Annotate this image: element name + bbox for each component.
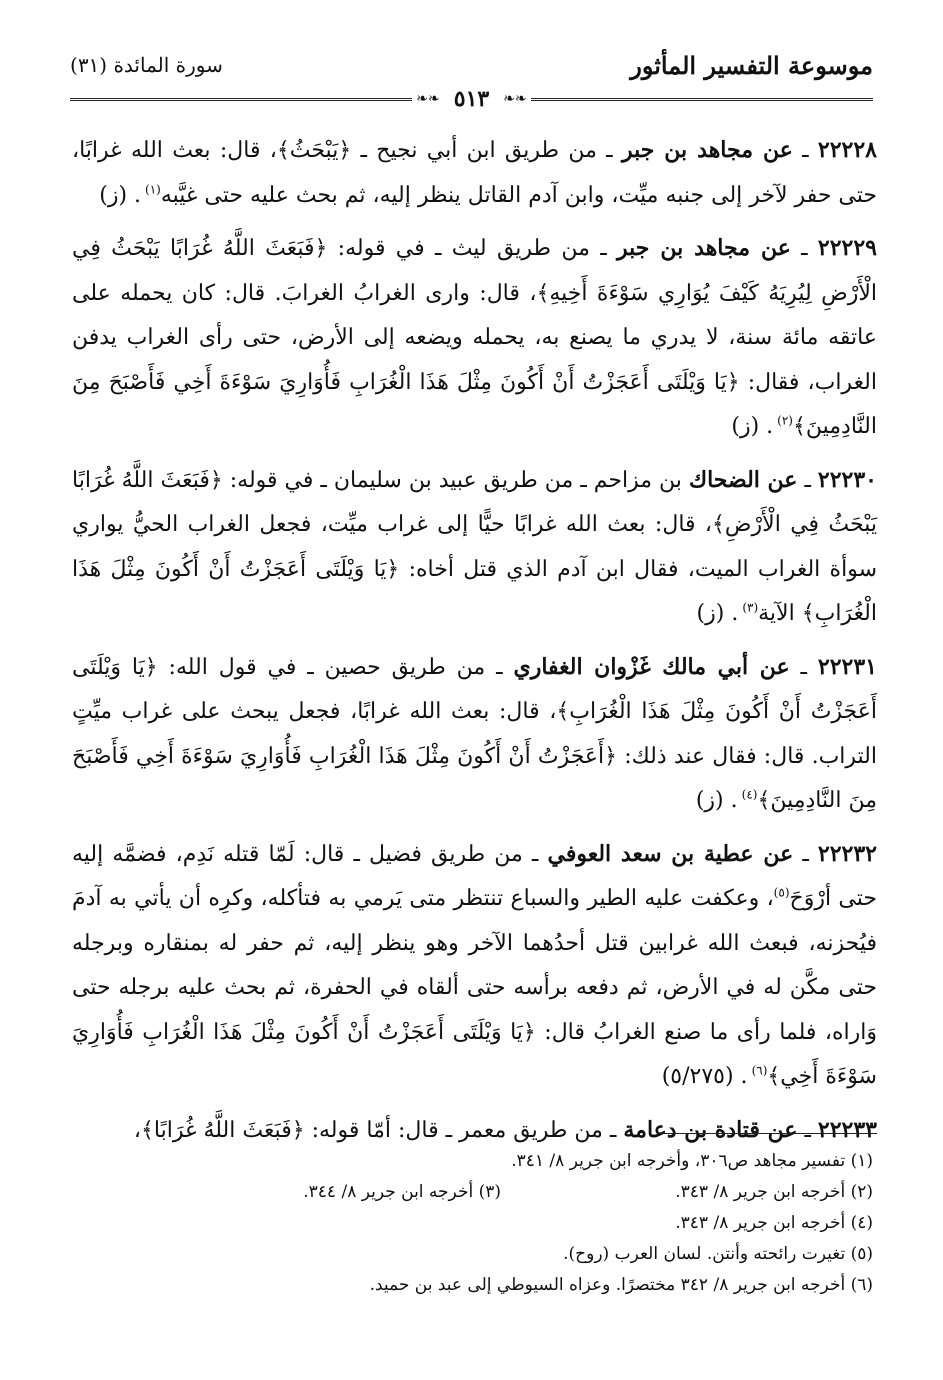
entry-text: ـ من طريق ابن أبي نجيح ـ ﴿يَبْحَثُ﴾، قال: بعث الله غرابًا، حتى حفر لآخر إلى جنبه ميِّت، وابن آدم القاتل ينظر إليه، ثم بحث عليه حتى غيَّبه bbox=[72, 138, 877, 208]
entry-tail: . (ز) bbox=[99, 182, 142, 208]
footnote-separator bbox=[657, 1133, 877, 1134]
entry-22230: ٢٢٢٣٠ ـ عن الضحاك بن مزاحم ـ من طريق عبيد بن سليمان ـ في قوله: ﴿فَبَعَثَ اللَّهُ غُرَابًا يَبْحَثُ فِي الْأَرْضِ﴾، قال: بعث الله غرابًا حيًّا إلى غراب ميِّت، فجعل الغراب الحيُّ يواري سوأة الغراب الميت، فقال ابن آدم الذي قتل أخاه: ﴿يَا وَيْلَتَى أَعَجَزْتُ أَنْ أَكُونَ مِثْلَ هَذَا الْغُرَابِ﴾ الآية$^{(٣)}$. (ز) bbox=[72, 466, 877, 626]
entry-narrator: عن قتادة بن دعامة bbox=[623, 1116, 798, 1143]
footnote-5: (٥) تغيرت رائحته وأنتن. لسان العرب (روح). bbox=[563, 1244, 873, 1264]
entry-22228: ٢٢٢٢٨ ـ عن مجاهد بن جبر ـ من طريق ابن أبي نجيح ـ ﴿يَبْحَثُ﴾، قال: بعث الله غرابًا، حتى حفر لآخر إلى جنبه ميِّت، وابن آدم القاتل ينظر إليه، ثم بحث عليه حتى غيَّبه$^{(١)}$. (ز) bbox=[72, 137, 877, 208]
entry-number: ٢٢٢٣٠ bbox=[817, 466, 877, 493]
entry-narrator: عن أبي مالك غَزْوان الغفاري bbox=[513, 653, 790, 680]
entry-number: ٢٢٢٣١ bbox=[817, 653, 877, 680]
book-title: موسوعة التفسير المأثور bbox=[630, 50, 873, 80]
header-rule bbox=[70, 86, 873, 112]
footnote-3: (٣) أخرجه ابن جرير ٨/ ٣٤٤. bbox=[303, 1182, 501, 1202]
entry-tail: . (ز) bbox=[731, 414, 774, 439]
footnote-row bbox=[72, 1177, 873, 1208]
footnote-ref[interactable]: (٣) bbox=[742, 600, 759, 615]
page-number: ٥١٣ bbox=[453, 86, 490, 112]
entry-tail: . (٥/٢٧٥) bbox=[661, 1064, 748, 1089]
entry-22233: ٢٢٢٣٣ ـ عن قتادة بن دعامة ـ من طريق معمر ـ قال: أمّا قوله: ﴿فَبَعَثَ اللَّهُ غُرَابًا﴾، bbox=[133, 1116, 877, 1143]
surah-title: سورة المائدة (٣١) bbox=[70, 53, 223, 77]
footnote-ref[interactable]: (١) bbox=[145, 182, 161, 197]
entry-text-continued: ، وعكفت عليه الطير والسباع تنتظر متى يَرمي به فتأكله، وكرِه أن يأتي به آدمَ فيُحزنه، فبعث الله غرابين قتل أحدُهما الآخر وهو ينظر إليه، ثم حفر له بمنقاره وبرجله حتى مكَّن له في الأرض، ثم دفعه برأسه حتى ألقاه في الحفرة، ثم بحث عليه برجله حتى وَاراه، فلما رأى ما صنع الغرابُ قال: ﴿يَا وَيْلَتَى أَعَجَزْتُ أَنْ أَكُونَ مِثْلَ هَذَا الْغُرَابِ فَأُوَارِيَ سَوْءَةَ أَخِي﴾ bbox=[72, 886, 877, 1089]
entry-tail: . (ز) bbox=[696, 601, 739, 626]
entry-text: بن مزاحم ـ من طريق عبيد بن سليمان ـ في قوله: ﴿فَبَعَثَ اللَّهُ غُرَابًا يَبْحَثُ فِي الْأَرْضِ﴾، قال: بعث الله غرابًا حيًّا إلى غراب ميِّت، فجعل الغراب الحيُّ يواري سوأة الغراب الميت، فقال ابن آدم الذي قتل أخاه: ﴿يَا وَيْلَتَى أَعَجَزْتُ أَنْ أَكُونَ مِثْلَ هَذَا الْغُرَابِ﴾ الآية bbox=[72, 467, 877, 626]
ornament-right-icon: ❧❧ bbox=[503, 91, 527, 107]
footnote-6: (٦) أخرجه ابن جرير ٨/ ٣٤٢ مختصرًا. وعزاه السيوطي إلى عبد بن حميد. bbox=[369, 1275, 873, 1295]
footnote-4: (٤) أخرجه ابن جرير ٨/ ٣٤٣. bbox=[675, 1213, 873, 1233]
entry-narrator: عن عطية بن سعد العوفي bbox=[547, 840, 794, 867]
entry-text: ـ من طريق حصين ـ في قول الله: ﴿يَا وَيْلَتَى أَعَجَزْتُ أَنْ أَكُونَ مِثْلَ هَذَا الْغُرَابِ﴾، قال: بعث الله غرابًا، فجعل يبحث على غراب ميِّتٍ التراب. قال: فقال عند ذلك: ﴿أَعَجَزْتُ أَنْ أَكُونَ مِثْلَ هَذَا الْغُرَابِ فَأُوَارِيَ سَوْءَةَ أَخِي فَأَصْبَحَ مِنَ النَّادِمِينَ﴾ bbox=[72, 654, 877, 813]
entry-number: ٢٢٢٣٣ bbox=[817, 1116, 877, 1143]
ornament-left-icon: ❧❧ bbox=[416, 91, 440, 107]
entry-number: ٢٢٢٢٩ bbox=[817, 235, 877, 261]
footnote-ref[interactable]: (٥) bbox=[773, 885, 790, 900]
header-rule-right bbox=[531, 98, 873, 101]
entry-text: ـ من طريق ليث ـ في قوله: ﴿فَبَعَثَ اللَّهُ غُرَابًا يَبْحَثُ فِي الْأَرْضِ لِيُرِيَهُ كَيْفَ يُوَارِي سَوْءَةَ أَخِيهِ﴾، قال: وارى الغرابُ الغرابَ. قال: كان يحمله على عاتقه مائة سنة، لا يدري ما يصنع به، يحمله ويضعه إلى الأرض، حتى رأى الغراب يدفن الغراب، فقال: ﴿يَا وَيْلَتَى أَعَجَزْتُ أَنْ أَكُونَ مِثْلَ هَذَا الْغُرَابِ فَأُوَارِيَ سَوْءَةَ أَخِي فَأَصْبَحَ مِنَ النَّادِمِينَ﴾ bbox=[72, 236, 877, 439]
footnote-ref[interactable]: (٢) bbox=[777, 413, 793, 428]
footnote-ref[interactable]: (٦) bbox=[751, 1063, 768, 1078]
entry-narrator: عن الضحاك bbox=[688, 466, 798, 493]
entry-number: ٢٢٢٣٢ bbox=[817, 840, 877, 867]
entry-narrator: عن مجاهد بن جبر bbox=[621, 137, 793, 163]
entry-number: ٢٢٢٢٨ bbox=[817, 137, 877, 163]
entry-text: ـ من طريق فضيل ـ قال: لَمّا قتله نَدِم، فضمَّه إليه حتى أرْوَحَ bbox=[72, 841, 877, 911]
footnote-2: (٢) أخرجه ابن جرير ٨/ ٣٤٣. bbox=[675, 1182, 873, 1202]
footnotes bbox=[72, 1146, 873, 1301]
running-header bbox=[70, 48, 873, 82]
entry-text: ـ من طريق معمر ـ قال: أمّا قوله: ﴿فَبَعَثَ اللَّهُ غُرَابًا﴾، bbox=[133, 1117, 617, 1143]
entry-tail: . (ز) bbox=[695, 788, 738, 813]
entry-22229: ٢٢٢٢٩ ـ عن مجاهد بن جبر ـ من طريق ليث ـ في قوله: ﴿فَبَعَثَ اللَّهُ غُرَابًا يَبْحَثُ فِي الْأَرْضِ لِيُرِيَهُ كَيْفَ يُوَارِي سَوْءَةَ أَخِيهِ﴾، قال: وارى الغرابُ الغرابَ. قال: كان يحمله على عاتقه مائة سنة، لا يدري ما يصنع به، يحمله ويضعه إلى الأرض، حتى رأى الغراب يدفن الغراب، فقال: ﴿يَا وَيْلَتَى أَعَجَزْتُ أَنْ أَكُونَ مِثْلَ هَذَا الْغُرَابِ فَأُوَارِيَ سَوْءَةَ أَخِي فَأَصْبَحَ مِنَ النَّادِمِينَ﴾$^{(٢)}$. (ز) bbox=[72, 235, 877, 439]
entry-22232: ٢٢٢٣٢ ـ عن عطية بن سعد العوفي ـ من طريق فضيل ـ قال: لَمّا قتله نَدِم، فضمَّه إليه حتى أرْوَحَ$^{(٥)}$، وعكفت عليه الطير والسباع تنتظر متى يَرمي به فتأكله، وكرِه أن يأتي به آدمَ فيُحزنه، فبعث الله غرابين قتل أحدُهما الآخر وهو ينظر إليه، ثم حفر له بمنقاره وبرجله حتى مكَّن له في الأرض، ثم دفعه برأسه حتى ألقاه في الحفرة، ثم بحث عليه برجله حتى وَاراه، فلما رأى ما صنع الغرابُ قال: ﴿يَا وَيْلَتَى أَعَجَزْتُ أَنْ أَكُونَ مِثْلَ هَذَا الْغُرَابِ فَأُوَارِيَ سَوْءَةَ أَخِي﴾$^{(٦)}$. (٥/٢٧٥) bbox=[72, 840, 877, 1089]
main-text bbox=[72, 128, 877, 1161]
footnote-ref[interactable]: (٤) bbox=[741, 787, 758, 802]
entry-narrator: عن مجاهد بن جبر bbox=[616, 235, 791, 261]
header-rule-left bbox=[70, 98, 412, 101]
entry-22231: ٢٢٢٣١ ـ عن أبي مالك غَزْوان الغفاري ـ من طريق حصين ـ في قول الله: ﴿يَا وَيْلَتَى أَعَجَزْتُ أَنْ أَكُونَ مِثْلَ هَذَا الْغُرَابِ﴾، قال: بعث الله غرابًا، فجعل يبحث على غراب ميِّتٍ التراب. قال: فقال عند ذلك: ﴿أَعَجَزْتُ أَنْ أَكُونَ مِثْلَ هَذَا الْغُرَابِ فَأُوَارِيَ سَوْءَةَ أَخِي فَأَصْبَحَ مِنَ النَّادِمِينَ﴾$^{(٤)}$. (ز) bbox=[72, 653, 877, 813]
footnote-1: (١) تفسير مجاهد ص٣٠٦، وأخرجه ابن جرير ٨/ ٣٤١. bbox=[511, 1151, 873, 1171]
